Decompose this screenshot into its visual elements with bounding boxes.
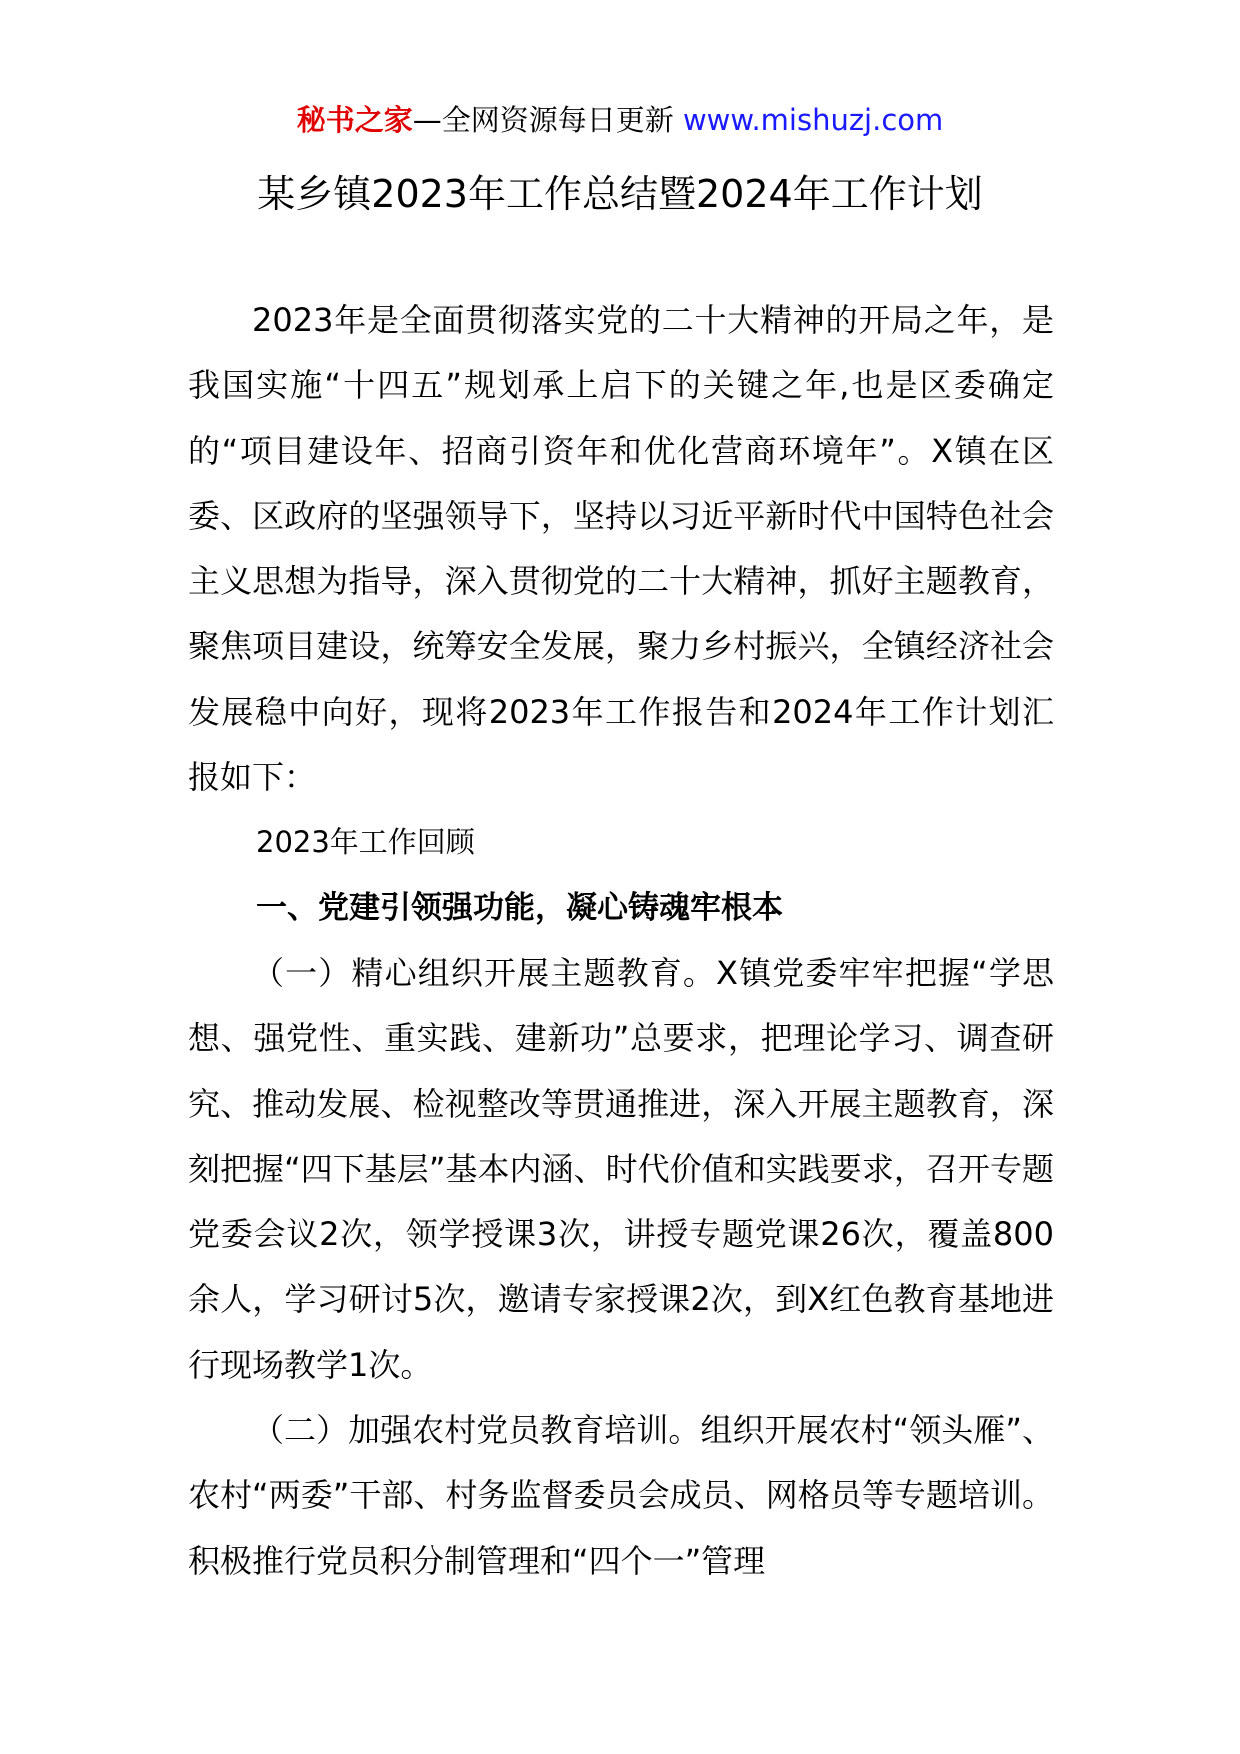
- document-body: [188, 288, 1054, 1594]
- site-brand: 秘书之家: [296, 103, 413, 137]
- intro-paragraph: 2023年是全面贯彻落实党的二十大精神的开局之年，是我国实施“十四五”规划承上启下的关键之年,也是区委确定的“项目建设年、招商引资年和优化营商环境年”。X镇在区委、区政府的坚强领导下，坚持以习近平新时代中国特色社会主义思想为指导，深入贯彻党的二十大精神，抓好主题教育，聚焦项目建设，统筹安全发展，聚力乡村振兴，全镇经济社会发展稳中向好，现将2023年工作报告和2024年工作计划汇报如下：: [188, 301, 1054, 797]
- review-heading: 2023年工作回顾: [256, 825, 475, 860]
- site-tagline: —全网资源每日更新: [412, 103, 683, 137]
- site-header: [0, 100, 1240, 140]
- site-url-link[interactable]: www.mishuzj.com: [682, 103, 944, 137]
- item-2-paragraph: （二）加强农村党员教育培训。组织开展农村“领头雁”、农村“两委”干部、村务监督委员会成员、网格员等专题培训。积极推行党员积分制管理和“四个一”管理: [188, 1411, 1054, 1580]
- item-1-paragraph: （一）精心组织开展主题教育。X镇党委牢牢把握“学思想、强党性、重实践、建新功”总要求，把理论学习、调查研究、推动发展、检视整改等贯通推进，深入开展主题教育，深刻把握“四下基层”基本内涵、时代价值和实践要求，召开专题党委会议2次，领学授课3次，讲授专题党课26次，覆盖800余人，学习研讨5次，邀请专家授课2次，到X红色教育基地进行现场教学1次。: [188, 953, 1054, 1384]
- section-1-heading: 一、党建引领强功能，凝心铸魂牢根本: [256, 889, 783, 926]
- document-title: 某乡镇2023年工作总结暨2024年工作计划: [257, 172, 983, 216]
